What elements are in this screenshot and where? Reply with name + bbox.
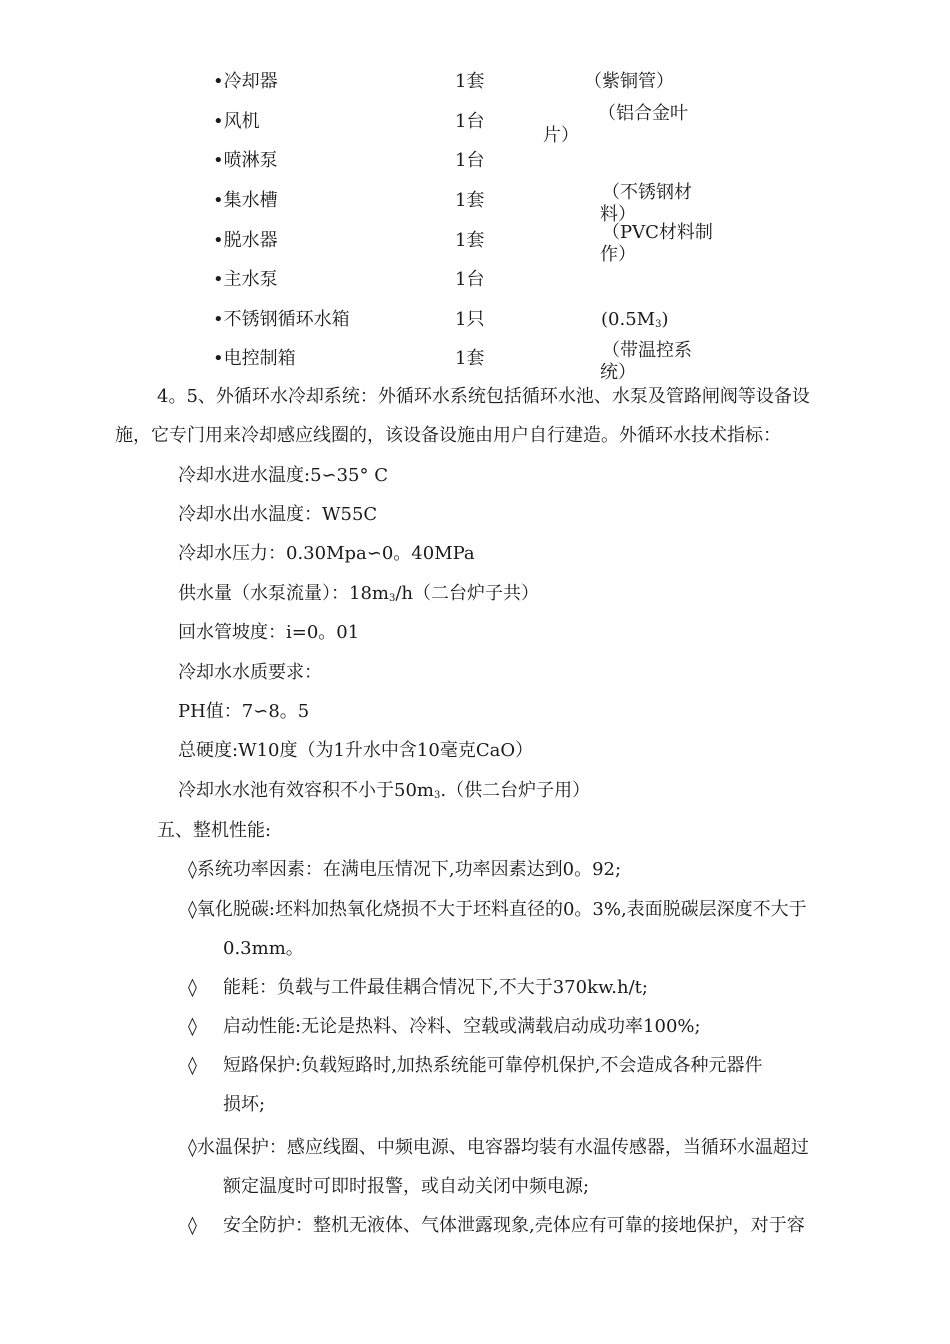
section-heading: 五、整机性能: (157, 820, 272, 841)
equipment-note: （铝合金叶 (598, 103, 688, 124)
paragraph-line: 施，它专门用来冷却感应线圈的，该设备设施由用户自行建造。外循环水技术指标： (115, 425, 781, 446)
equipment-qty: 1套 (455, 190, 485, 211)
equipment-note: $(0.5M_3)$ (601, 309, 669, 330)
equipment-name: •主水泵 (213, 269, 278, 290)
spec-outlet-temperature: 冷却水出水温度：W55C (178, 504, 378, 525)
spec-pressure: 冷却水压力：0.30Mpa∽0。40MPa (178, 543, 475, 564)
equipment-qty: 1套 (455, 230, 485, 251)
performance-item: 能耗：负载与工件最佳耦合情况下,不大于370kw.h/t; (223, 977, 648, 998)
equipment-note: （带温控系 (602, 340, 692, 361)
spec-flow: 供水量（水泵流量）：$18m_3/h$（二台炉子共） (178, 583, 540, 604)
diamond-bullet: ◊ (188, 1215, 197, 1236)
diamond-bullet: ◊ (188, 977, 197, 998)
performance-item-continued: 0.3mm。 (223, 938, 304, 959)
performance-item: ◊氧化脱碳:坯料加热氧化烧损不大于坯料直径的0。3%,表面脱碳层深度不大于 (188, 899, 807, 920)
spec-ph: PH值：7∽8。5 (178, 701, 310, 722)
equipment-qty: 1台 (455, 150, 485, 171)
equipment-name: •集水槽 (213, 190, 278, 211)
equipment-qty: 1只 (455, 309, 485, 330)
performance-item: 安全防护：整机无液体、气体泄露现象,壳体应有可靠的接地保护，对于容 (223, 1215, 805, 1236)
equipment-name: •喷淋泵 (213, 150, 278, 171)
spec-hardness: 总硬度:W10度（为1升水中含10毫克CaO） (178, 740, 534, 761)
paragraph-line: 4。5、外循环水冷却系统：外循环水系统包括循环水池、水泵及管路闸阀等设备设 (157, 386, 810, 407)
equipment-note-continued: 料） (600, 204, 636, 225)
equipment-qty: 1套 (455, 348, 485, 369)
equipment-name: •脱水器 (213, 230, 278, 251)
equipment-name: •冷却器 (213, 71, 278, 92)
diamond-bullet: ◊ (188, 1055, 197, 1076)
equipment-qty: 1套 (455, 71, 485, 92)
spec-pool-volume: 冷却水水池有效容积不小于$50m_3$.（供二台炉子用） (178, 780, 591, 801)
performance-item: ◊水温保护：感应线圈、中频电源、电容器均装有水温传感器，当循环水温超过 (188, 1137, 809, 1158)
performance-item: ◊系统功率因素：在满电压情况下,功率因素达到0。92; (188, 859, 622, 880)
equipment-qty: 1台 (455, 269, 485, 290)
equipment-note-continued: 片） (543, 125, 579, 146)
equipment-qty: 1台 (455, 111, 485, 132)
equipment-name: •电控制箱 (213, 348, 296, 369)
spec-slope: 回水管坡度：i=0。01 (178, 622, 360, 643)
equipment-note: （不锈钢材 (602, 182, 692, 203)
performance-item-continued: 额定温度时可即时报警，或自动关闭中频电源; (223, 1176, 590, 1197)
equipment-name: •风机 (213, 111, 260, 132)
spec-water-quality: 冷却水水质要求： (178, 662, 322, 683)
equipment-name: •不锈钢循环水箱 (213, 309, 350, 330)
performance-item: 短路保护:负载短路时,加热系统能可靠停机保护,不会造成各种元器件 (223, 1055, 763, 1076)
equipment-note-continued: 统） (600, 362, 636, 383)
performance-item: 启动性能:无论是热料、冷料、空载或满载启动成功率100%; (223, 1016, 701, 1037)
equipment-note: （PVC材料制 (602, 222, 713, 243)
equipment-note: （紫铜管） (584, 71, 674, 92)
performance-item-continued: 损坏; (223, 1094, 266, 1115)
diamond-bullet: ◊ (188, 1016, 197, 1037)
equipment-note-continued: 作） (600, 244, 636, 265)
spec-inlet-temperature: 冷却水进水温度:5∽35° C (178, 465, 388, 486)
